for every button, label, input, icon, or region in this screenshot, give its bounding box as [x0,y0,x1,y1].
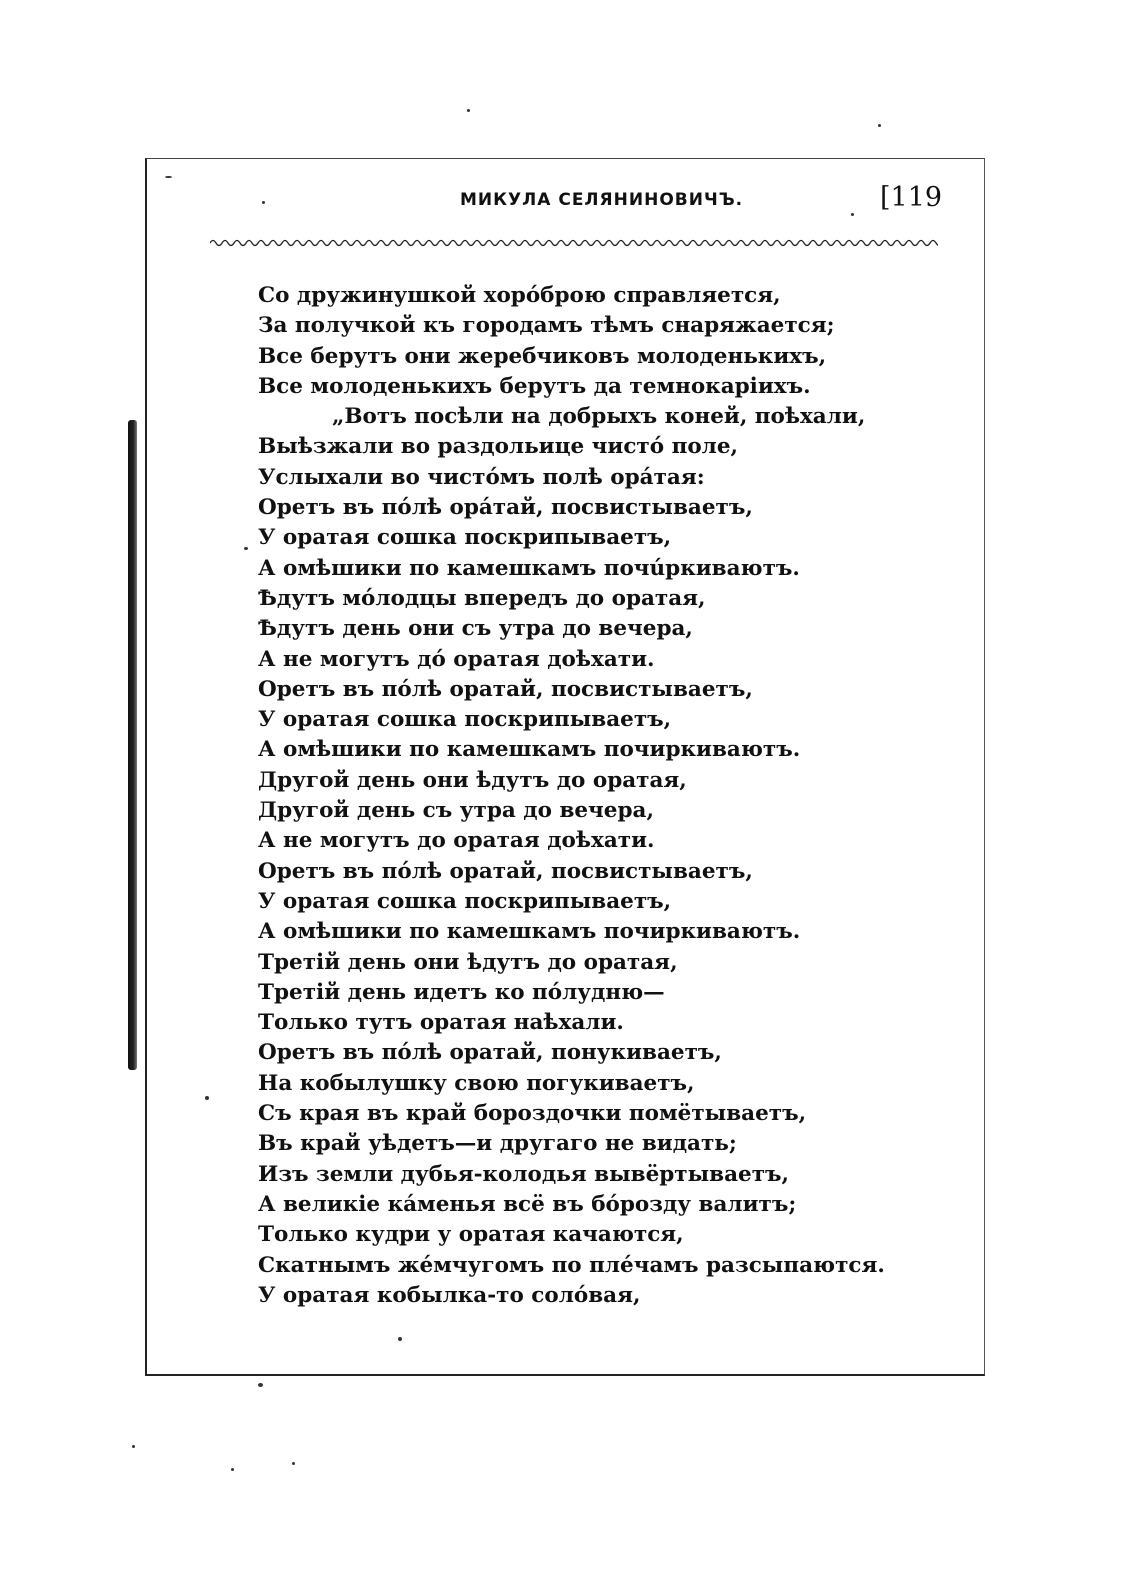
binding-shadow [128,420,137,1070]
verse-line: Съ края въ край бороздочки помётываетъ, [258,1101,807,1127]
wavy-rule-divider [210,236,938,250]
scan-speck [231,1468,234,1471]
verse-line: Оретъ въ пóлѣ орáтай, посвистываетъ, [258,495,753,521]
verse-line: Третій день они ѣдутъ до оратая, [258,949,678,975]
scan-speck [258,1383,263,1387]
verse-line: Другой день съ утра до вечера, [258,798,654,824]
verse-line: Третій день идетъ ко пóлудню— [258,979,665,1005]
scan-speck [878,124,881,127]
running-title: МИКУЛА СЕЛЯНИНОВИЧЪ. [460,190,744,210]
verse-line: Скатнымъ жéмчугомъ по плéчамъ разсыпаются. [258,1252,885,1278]
scan-speck [244,547,248,550]
verse-line: Все берутъ они жеребчиковъ молоденькихъ, [258,343,827,369]
scan-speck [851,213,854,216]
verse-line: У оратая сошка поскрипываетъ, [258,525,672,551]
verse-line: А омѣшики по камешкамъ почиркиваютъ. [258,737,801,763]
verse-line: А не могутъ дó оратая доѣхати. [258,646,655,672]
verse-line: Оретъ въ пóлѣ оратай, посвистываетъ, [258,676,753,702]
verse-line: Оретъ въ пóлѣ оратай, понукиваетъ, [258,1040,722,1066]
verse-line: А омѣшики по камешкамъ почиркиваютъ. [258,919,801,945]
verse-line: Со дружинушкой хорóброю справляется, [258,283,781,308]
scan-speck [292,1462,295,1465]
verse-line: У оратая сошка поскрипываетъ, [258,707,672,733]
verse-line: А не могутъ до оратая доѣхати. [258,828,655,854]
scan-speck [398,1337,402,1341]
verse-line: „Вотъ посѣли на добрыхъ коней, поѣхали, [332,404,866,430]
verse-line: У оратая сошка поскрипываетъ, [258,888,672,914]
verse-text [258,281,885,1311]
scan-speck [262,201,265,204]
verse-line: Въ край уѣдетъ—и другаго не видать; [258,1131,737,1157]
verse-line: Все молоденькихъ берутъ да темнокаріихъ. [258,373,811,399]
verse-line: А великіе кáменья всё въ бóрозду валитъ; [258,1191,797,1217]
verse-line: Оретъ въ пóлѣ оратай, посвистываетъ, [258,858,753,884]
page-number: [119 [880,182,943,213]
verse-line: Ѣдутъ день они съ утра до вечера, [258,616,693,642]
scan-speck [132,1445,135,1448]
verse-line: Только тутъ оратая наѣхали. [258,1010,624,1036]
verse-line: А омѣшики по камешкамъ почúркиваютъ. [258,555,800,581]
verse-line: Выѣзжали во раздольице чистó поле, [258,434,738,460]
verse-line: Другой день они ѣдутъ до оратая, [258,767,687,793]
verse-line: Изъ земли дубья-колодья вывёртываетъ, [258,1161,790,1187]
verse-line: Только кудри у оратая качаются, [258,1222,684,1248]
scan-speck [205,1096,209,1100]
scan-speck [467,109,470,112]
verse-line: На кобылушку свою погукиваетъ, [258,1070,695,1096]
verse-line: Ѣдутъ мóлодцы впередъ до оратая, [258,585,706,611]
verse-line: У оратая кобылка-то солóвая, [258,1282,641,1308]
verse-line: Услыхали во чистóмъ полѣ орáтая: [258,464,705,490]
scan-speck [165,176,172,178]
verse-line: За получкой къ городамъ тѣмъ снаряжается; [258,313,835,339]
